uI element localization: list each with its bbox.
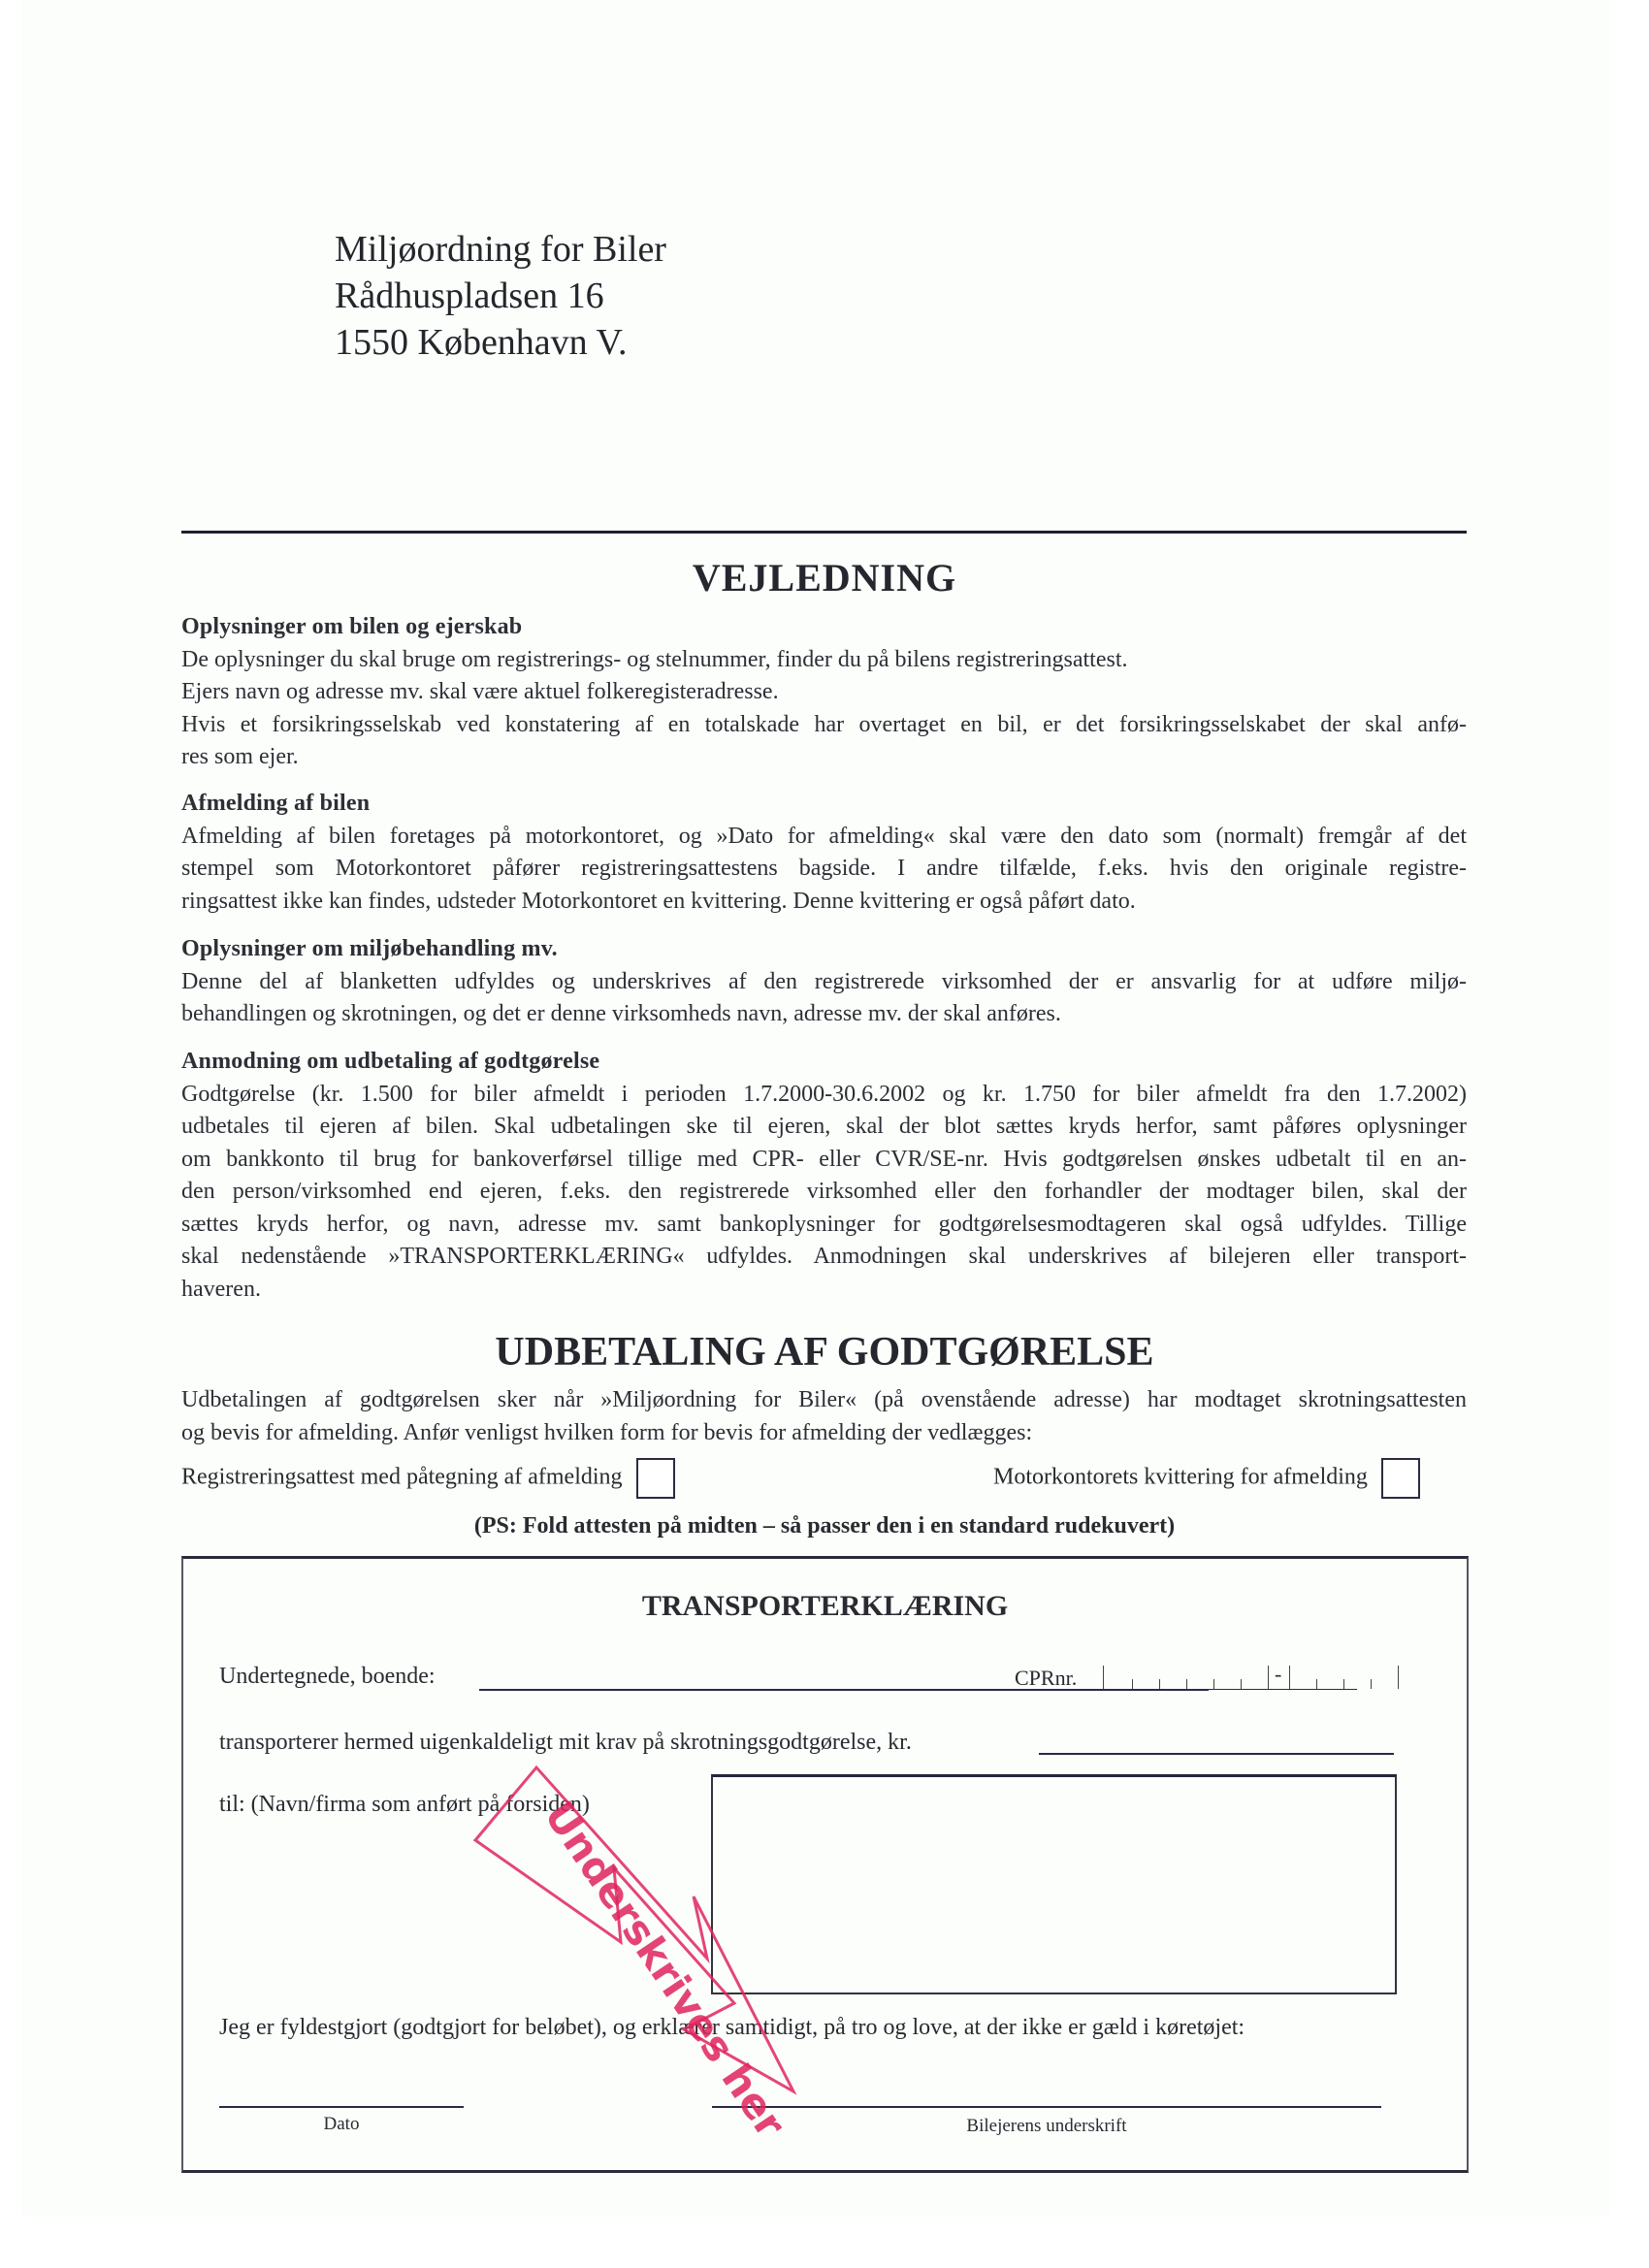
- section-line: sættes kryds herfor, og navn, adresse mv. samt bankoplysninger for godtgørelsesmodtageren skal også udfyldes. Tillige: [181, 1211, 1467, 1237]
- section-line: om bankkonto til brug for bankoverførsel tillige med CPR- eller CVR/SE-nr. Hvis godtgørelsen ønskes udbetalt til en an-: [181, 1146, 1467, 1172]
- undersigned-label: Undertegnede, boende:: [219, 1664, 436, 1689]
- section-line: Hvis et forsikringsselskab ved konstatering af en totalskade har overtaget en bil, er det forsikringsselskabet der skal anfø-: [181, 711, 1467, 737]
- section-line: skal nedenstående »TRANSPORTERKLÆRING« udfyldes. Anmodningen skal underskrives af bilejeren eller transport-: [181, 1244, 1467, 1269]
- section-heading: Oplysninger om bilen og ejerskab: [181, 614, 523, 639]
- section-line: res som ejer.: [181, 744, 299, 769]
- section-line: behandlingen og skrotningen, og det er denne virksomheds navn, adresse mv. der skal anføres.: [181, 1001, 1061, 1026]
- to-label: til: (Navn/firma som anført på forsiden): [219, 1792, 590, 1817]
- address-line-3: 1550 København V.: [335, 322, 628, 363]
- option-receipt-label: Motorkontorets kvittering for afmelding: [993, 1464, 1368, 1490]
- section-line: Ejers navn og adresse mv. skal være aktuel folkeregisteradresse.: [181, 679, 779, 704]
- section-line: De oplysninger du skal bruge om registrerings- og stelnummer, finder du på bilens registreringsattest.: [181, 646, 1128, 672]
- option-registration-label: Registreringsattest med påtegning af afmelding: [181, 1464, 623, 1490]
- section-line: haveren.: [181, 1276, 261, 1302]
- section-line: Afmelding af bilen foretages på motorkontoret, og »Dato for afmelding« skal være den dato som (normalt) fremgår af det: [181, 823, 1467, 849]
- section-line: Denne del af blanketten udfyldes og underskrives af den registrerede virksomhed der er ansvarlig for at udføre miljø-: [181, 968, 1467, 994]
- transport-title: TRANSPORTERKLÆRING: [641, 1590, 1009, 1622]
- section-line: den person/virksomhed end ejeren, f.eks. den registrerede virksomhed eller den forhandler der modtager bilen, skal der: [181, 1179, 1467, 1204]
- section-heading: Oplysninger om miljøbehandling mv.: [181, 936, 558, 961]
- section-line: udbetales til ejeren af bilen. Skal udbetalingen ske til ejeren, skal der blot sættes kryds herfor, samt påføres oplysninger: [181, 1114, 1467, 1139]
- sign-here-stamp-text: Underskrives her: [534, 1793, 795, 2147]
- section-line: ringsattest ikke kan findes, udsteder Motorkontoret en kvittering. Denne kvittering er også påført dato.: [181, 888, 1136, 914]
- cpr-label: CPRnr.: [1015, 1666, 1078, 1690]
- address-line-2: Rådhuspladsen 16: [335, 275, 604, 316]
- date-label: Dato: [323, 2114, 360, 2134]
- transfer-text: transporterer hermed uigenkaldeligt mit krav på skrotningsgodtgørelse, kr.: [219, 1730, 912, 1755]
- signature-label: Bilejerens underskrift: [966, 2116, 1127, 2136]
- section-line: stempel som Motorkontoret påfører registreringsattestens bagside. I andre tilfælde, f.eks. hvis den originale registre-: [181, 856, 1467, 881]
- address-line-1: Miljøordning for Biler: [335, 229, 666, 270]
- payout-title: UDBETALING AF GODTGØRELSE: [495, 1330, 1154, 1375]
- ps-note: (PS: Fold attesten på midten – så passer den i en standard rudekuvert): [473, 1513, 1176, 1539]
- declaration-text: Jeg er fyldestgjort (godtgjort for beløbet), og erklærer samtidigt, på tro og love, at der ikke er gæld i køretøjet:: [219, 2015, 1245, 2040]
- payout-line: og bevis for afmelding. Anfør venligst hvilken form for bevis for afmelding der vedlægges:: [181, 1419, 1033, 1445]
- section-line: Godtgørelse (kr. 1.500 for biler afmeldt i perioden 1.7.2000-30.6.2002 og kr. 1.750 for biler afmeldt fra den 1.7.2002): [181, 1081, 1467, 1107]
- payout-line: Udbetalingen af godtgørelsen sker når »Miljøordning for Biler« (på ovenstående adresse) har modtaget skrotningsattesten: [181, 1387, 1467, 1412]
- section-heading: Anmodning om udbetaling af godtgørelse: [181, 1049, 600, 1074]
- section-heading: Afmelding af bilen: [181, 791, 371, 816]
- cpr-dash: -: [1275, 1662, 1282, 1686]
- guidance-title: VEJLEDNING: [692, 556, 957, 599]
